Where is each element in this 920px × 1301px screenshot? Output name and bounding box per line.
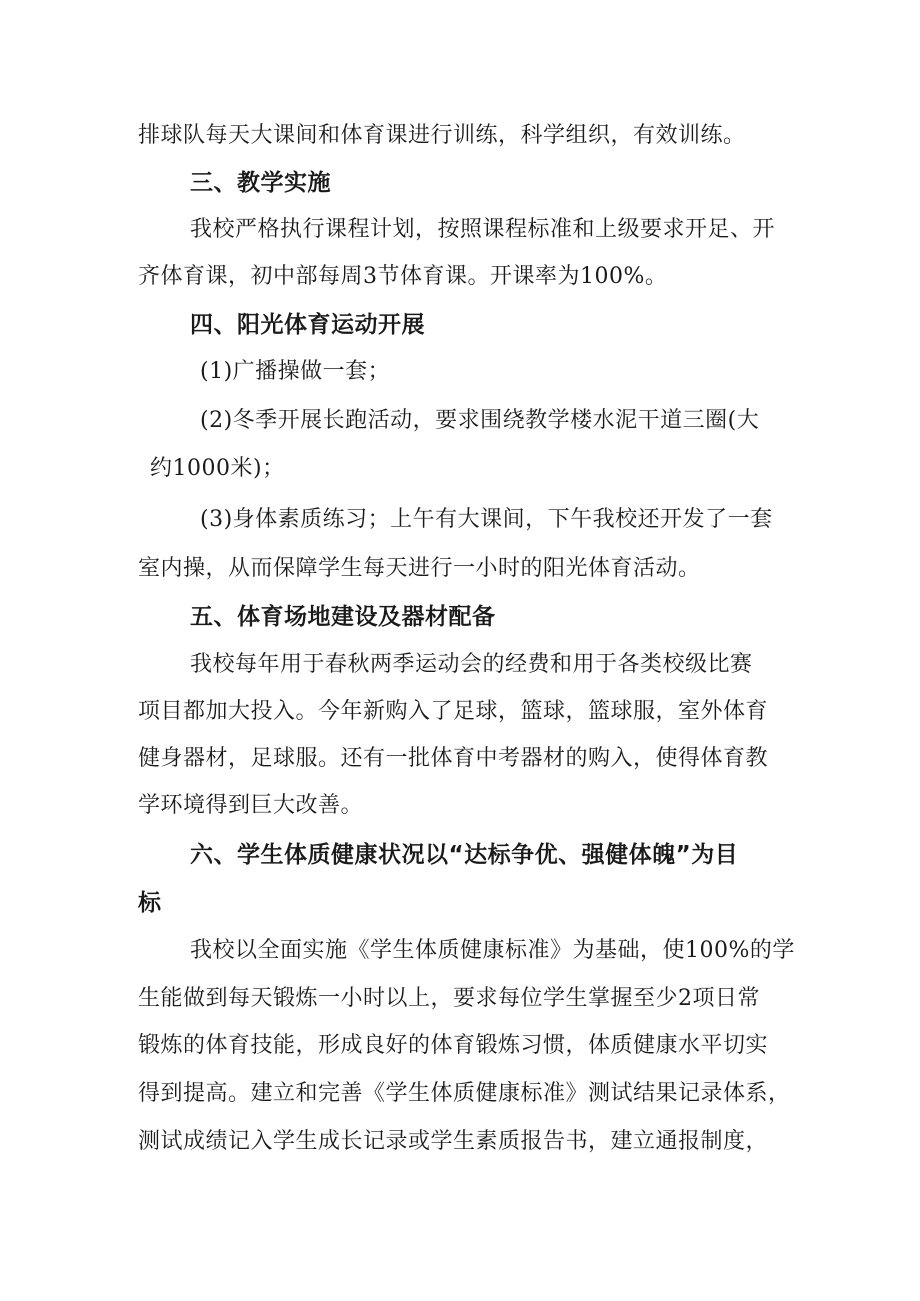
text-line: 室内操，从而保障学生每天进行一小时的阳光体育活动。: [138, 556, 701, 581]
text-line: 得到提高。建立和完善《学生体质健康标准》测试结果记录体系，: [138, 1081, 791, 1106]
text-line: 生能做到每天锻炼一小时以上，要求每位学生掌握至少2项日常: [138, 986, 760, 1011]
text-line: 学环境得到巨大改善。: [138, 793, 364, 818]
text-line: 我校每年用于春秋两季运动会的经费和用于各类校级比赛: [190, 652, 753, 677]
section-heading-continued: 标: [138, 890, 162, 916]
section-heading: 六、学生体质健康状况以“达标争优、强健体魄”为目: [190, 842, 739, 868]
list-item: (1)广播操做一套；: [200, 359, 391, 384]
text-line: 健身器材，足球服。还有一批体育中考器材的购入，使得体育教: [138, 746, 769, 771]
text-line: 测试成绩记入学生成长记录或学生素质报告书，建立通报制度，: [138, 1129, 769, 1154]
text-line: 排球队每天大课间和体育课进行训练，科学组织，有效训练。: [138, 123, 746, 148]
list-item: (2)冬季开展长跑活动，要求围绕教学楼水泥干道三圈(大: [200, 408, 760, 433]
text-line: 我校严格执行课程计划，按照课程标准和上级要求开足、开: [190, 217, 776, 242]
text-line: 齐体育课，初中部每周3节体育课。开课率为100%。: [138, 264, 668, 289]
section-heading: 五、体育场地建设及器材配备: [190, 604, 496, 630]
section-heading: 三、教学实施: [190, 170, 331, 196]
text-line: 锻炼的体育技能，形成良好的体育锻炼习惯，体质健康水平切实: [138, 1033, 769, 1058]
list-item: (3)身体素质练习；上午有大课间，下午我校还开发了一套: [200, 507, 773, 532]
text-line: 约1000米)；: [150, 456, 285, 481]
section-heading: 四、阳光体育运动开展: [190, 312, 425, 338]
text-line: 项目都加大投入。今年新购入了足球，篮球，篮球服，室外体育: [138, 699, 769, 724]
text-line: 我校以全面实施《学生体质健康标准》为基础，使100%的学: [190, 938, 795, 963]
